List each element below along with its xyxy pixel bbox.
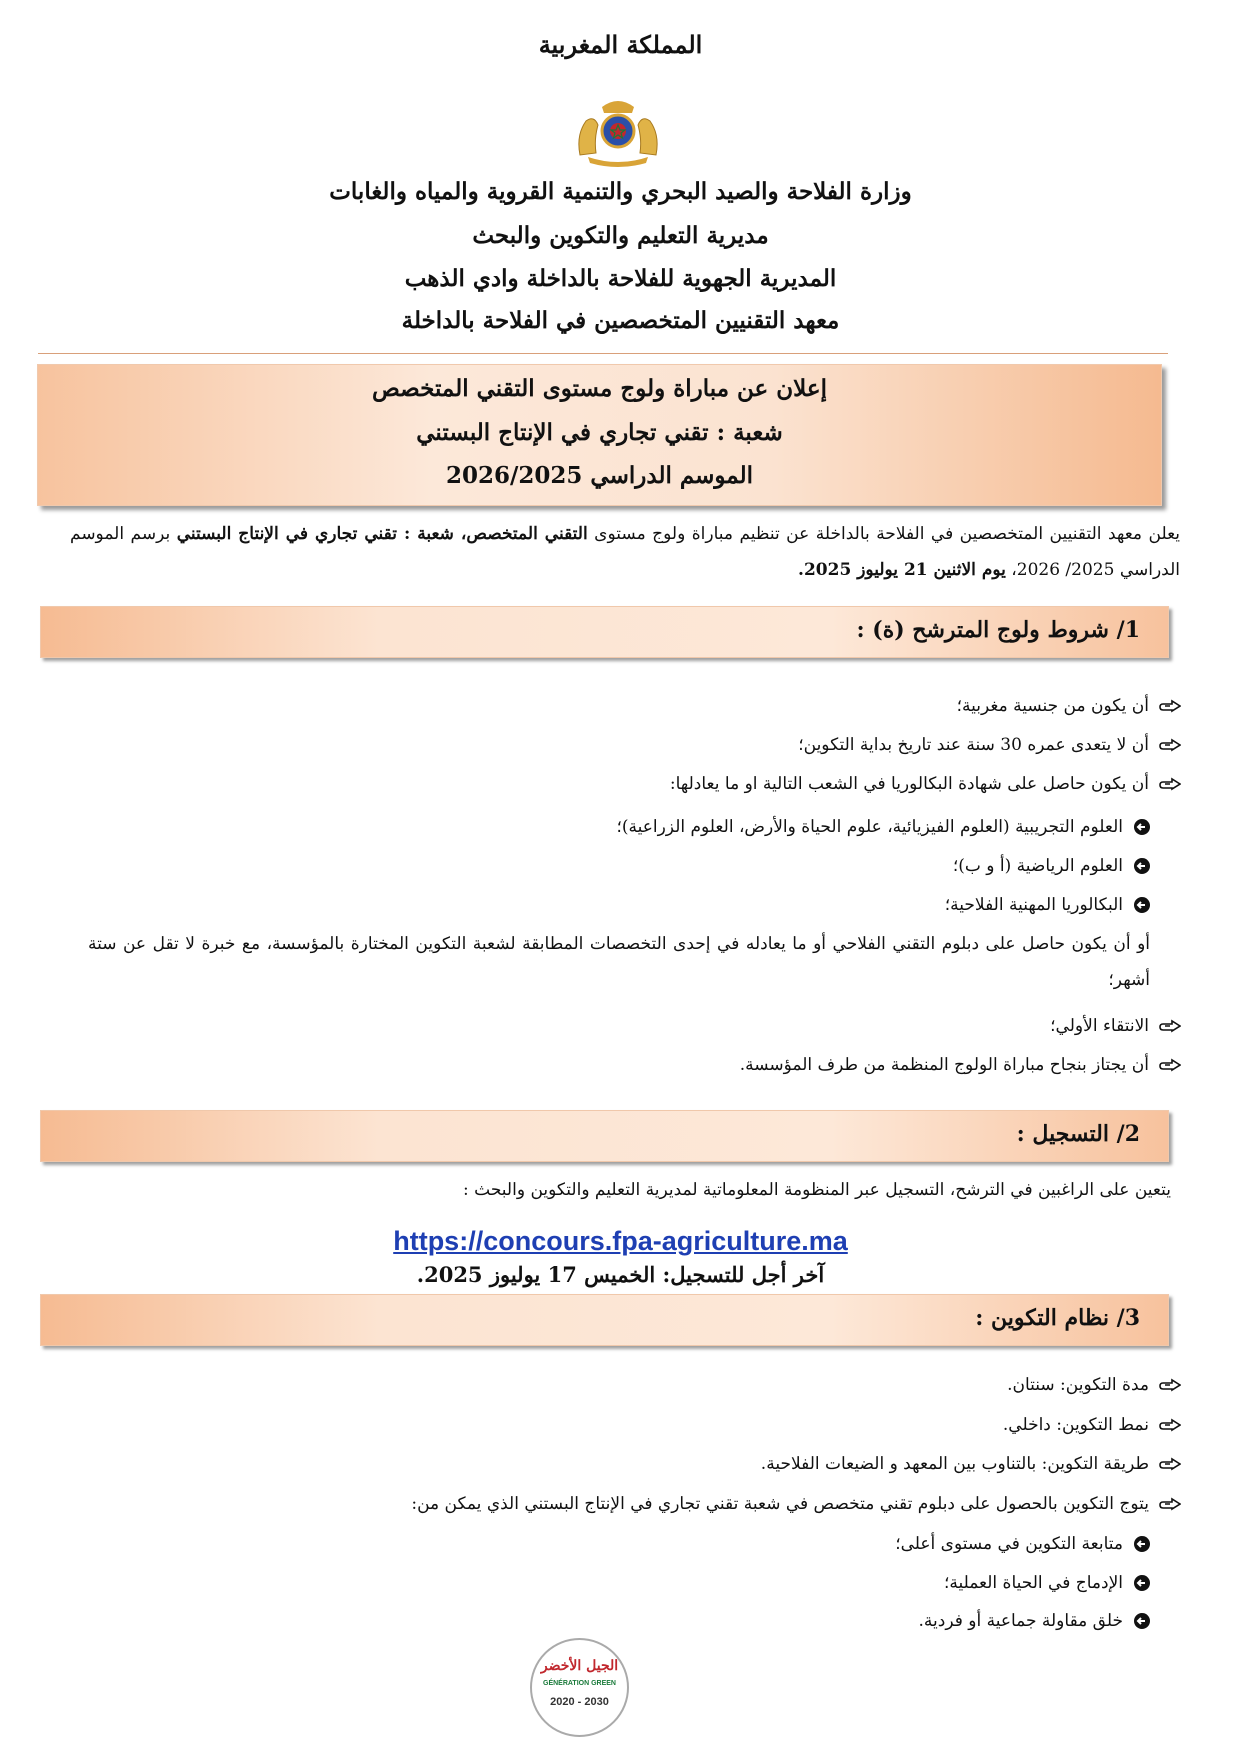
sub-list-item: الإدماج في الحياة العملية؛ <box>944 1566 1151 1600</box>
announcement-box <box>37 364 1162 506</box>
circle-arrow-icon <box>1133 1612 1151 1630</box>
hand-pointer-icon <box>1159 1377 1181 1393</box>
sub-list-item: العلوم التجريبية (العلوم الفيزيائية، علوم الحياة والأرض، العلوم الزراعية)؛ <box>616 810 1151 844</box>
logo-years-text: 2020 - 2030 <box>550 1696 609 1708</box>
header-divider <box>38 353 1168 354</box>
generation-green-logo <box>530 1638 629 1737</box>
circle-arrow-icon <box>1133 896 1151 914</box>
sub-list-item: العلوم الرياضية (أ و ب)؛ <box>953 849 1151 883</box>
list-item: نمط التكوين: داخلي. <box>1003 1408 1181 1442</box>
list-item: أن يكون حاصل على شهادة البكالوريا في الشعب التالية او ما يعادلها: <box>670 767 1181 801</box>
sub-list-item: متابعة التكوين في مستوى أعلى؛ <box>895 1527 1151 1561</box>
section2-title: 2/ التسجيل : <box>1016 1121 1140 1147</box>
list-item: يتوج التكوين بالحصول على دبلوم تقني متخصص في شعبة تقني تجاري في الإنتاج البستني الذي يمكن من: <box>411 1487 1181 1521</box>
hand-pointer-icon <box>1159 1057 1181 1073</box>
intro-text-1: يعلن معهد التقنيين المتخصصين في الفلاحة بالداخلة عن تنظيم مباراة ولوج مستوى <box>587 524 1181 544</box>
coat-of-arms-emblem <box>572 95 664 167</box>
intro-paragraph <box>70 516 1180 588</box>
announcement-season: الموسم الدراسي 2026/2025 <box>445 462 754 489</box>
section1-title: 1/ شروط ولوج المترشح (ة) : <box>856 617 1140 643</box>
list-item: مدة التكوين: سنتان. <box>1007 1368 1181 1402</box>
hand-pointer-icon <box>1159 1456 1181 1472</box>
sub-list-item: البكالوريا المهنية الفلاحية؛ <box>945 888 1151 922</box>
sub-list-item: خلق مقاولة جماعية أو فردية. <box>919 1604 1151 1638</box>
institute-title: معهد التقنيين المتخصصين في الفلاحة بالداخلة <box>401 307 840 334</box>
circle-arrow-icon <box>1133 857 1151 875</box>
section2-header <box>40 1110 1169 1162</box>
hand-pointer-icon <box>1159 1018 1181 1034</box>
directorate-title: مديرية التعليم والتكوين والبحث <box>472 222 769 249</box>
intro-text-2: برسم الموسم الدراسي 2025/ 2026، <box>70 524 1180 580</box>
kingdom-title: المملكة المغربية <box>538 30 703 59</box>
intro-bold-1: التقني المتخصص، شعبة : تقني تجاري في الإنتاج البستني <box>176 524 588 544</box>
hand-pointer-icon <box>1159 1417 1181 1433</box>
hand-pointer-icon <box>1159 698 1181 714</box>
announcement-title: إعلان عن مباراة ولوج مستوى التقني المتخصص <box>371 375 827 402</box>
circle-arrow-icon <box>1133 818 1151 836</box>
circle-arrow-icon <box>1133 1574 1151 1592</box>
list-item: أن لا يتعدى عمره 30 سنة عند تاريخ بداية التكوين؛ <box>798 728 1181 762</box>
section3-header <box>40 1294 1169 1346</box>
alternative-condition: أو أن يكون حاصل على دبلوم التقني الفلاحي أو ما يعادله في إحدى التخصصات المطابقة لشعبة التكوين المختارة بالمؤسسة، مع خبرة لا تقل عن ستة أشهر؛ <box>88 934 1150 990</box>
circle-arrow-icon <box>1133 1535 1151 1553</box>
list-item: أن يجتاز بنجاح مباراة الولوج المنظمة من طرف المؤسسة. <box>740 1048 1181 1082</box>
ministry-title: وزارة الفلاحة والصيد البحري والتنمية القروية والمياه والغابات <box>329 178 912 205</box>
logo-latin-text: GÉNÉRATION GREEN <box>543 1680 616 1687</box>
hand-pointer-icon <box>1159 737 1181 753</box>
registration-text: يتعين على الراغبين في الترشح، التسجيل عبر المنظومة المعلوماتية لمديرية التعليم والتكوين والبحث : <box>463 1180 1171 1200</box>
hand-pointer-icon <box>1159 776 1181 792</box>
intro-bold-2: يوم الاثنين 21 يوليوز 2025. <box>798 560 1006 580</box>
hand-pointer-icon <box>1159 1496 1181 1512</box>
regional-directorate-title: المديرية الجهوية للفلاحة بالداخلة وادي الذهب <box>404 265 837 292</box>
registration-deadline: آخر أجل للتسجيل: الخميس 17 يوليوز 2025. <box>416 1262 825 1287</box>
registration-link[interactable]: https://concours.fpa-agriculture.ma <box>393 1226 848 1256</box>
list-item: أن يكون من جنسية مغربية؛ <box>957 689 1181 723</box>
list-item: الانتقاء الأولي؛ <box>1050 1009 1181 1043</box>
list-item: طريقة التكوين: بالتناوب بين المعهد و الضيعات الفلاحية. <box>761 1447 1181 1481</box>
section1-header <box>40 606 1169 658</box>
section3-title: 3/ نظام التكوين : <box>975 1305 1140 1331</box>
logo-arabic-text: الجيل الأخضر <box>540 1658 619 1674</box>
announcement-branch: شعبة : تقني تجاري في الإنتاج البستني <box>416 419 783 446</box>
